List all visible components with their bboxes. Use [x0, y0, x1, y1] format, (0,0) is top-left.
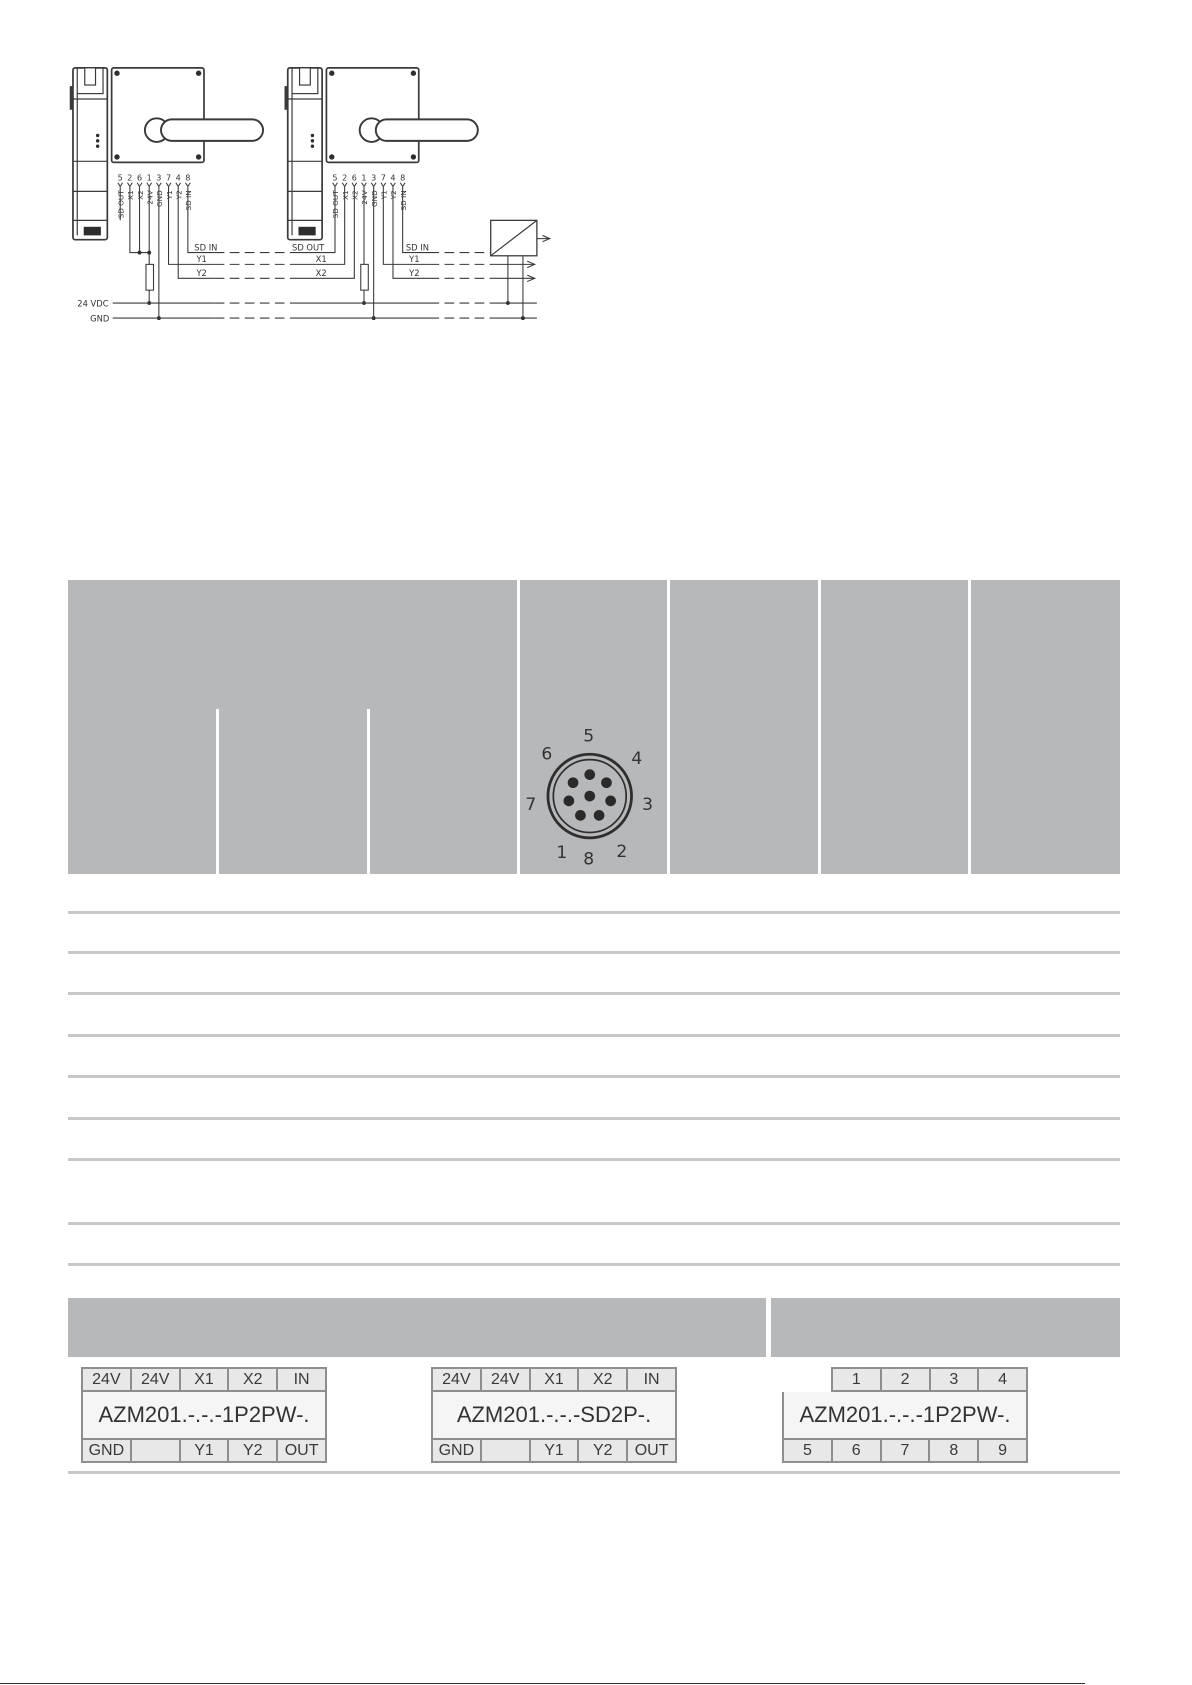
terminal-label: 24V	[482, 1369, 529, 1390]
terminal-label: 4	[979, 1369, 1026, 1390]
connector-contact	[568, 777, 579, 788]
terminal-label: Y2	[229, 1440, 276, 1461]
pin-signal-label: 24V	[145, 190, 155, 205]
model-designation: AZM201.-.-.-1P2PW-.	[81, 1392, 327, 1438]
connector-contact	[575, 810, 586, 821]
connector-contact	[601, 777, 612, 788]
terminal-block-3	[782, 1367, 1028, 1463]
terminal-label: X1	[531, 1369, 578, 1390]
wire-terminal-mark	[362, 183, 367, 187]
column-divider	[968, 580, 971, 874]
terminal-empty	[132, 1440, 179, 1461]
table-row	[68, 1037, 1120, 1078]
wire-terminal-mark	[352, 183, 357, 187]
wire-terminal-mark	[381, 183, 386, 187]
wiring-diagram	[59, 59, 553, 328]
table-row	[68, 1225, 1120, 1266]
table-row	[68, 1161, 1120, 1225]
connector-contact-center	[584, 791, 595, 802]
terminal-label: GND	[83, 1440, 130, 1461]
wire-terminal-mark	[371, 183, 376, 187]
connector-contacts	[564, 769, 617, 820]
pin-signal-label: Y2	[174, 190, 184, 200]
section-rule	[68, 1471, 1120, 1474]
table-row	[68, 1078, 1120, 1120]
table-row	[68, 1120, 1120, 1161]
table-row	[68, 874, 1120, 914]
pin-label-1: 1	[556, 843, 568, 864]
wire-label-sd-in: SD IN	[405, 242, 429, 253]
safety-switch-1	[70, 68, 108, 240]
wire-label-y2: Y2	[409, 268, 420, 279]
terminal-label: OUT	[278, 1440, 325, 1461]
subcolumn-divider	[216, 709, 219, 874]
wire-label-x2: X2	[315, 268, 327, 279]
wire-terminal-mark	[186, 183, 191, 187]
wire-terminal-mark	[128, 183, 133, 187]
terminal-header-left	[68, 1298, 766, 1357]
model-designation: AZM201.-.-.-1P2PW-.	[782, 1392, 1028, 1438]
terminal-label: 24V	[83, 1369, 130, 1390]
wire-label-sd-in: SD IN	[194, 242, 218, 253]
terminal-label: 8	[930, 1440, 977, 1461]
wire-terminal-mark	[400, 183, 405, 187]
pin-label-4: 4	[631, 748, 643, 769]
terminal-empty	[482, 1440, 529, 1461]
wire-terminal-mark	[166, 183, 171, 187]
terminal-bottom-row	[431, 1438, 677, 1463]
table-row	[68, 995, 1120, 1037]
table-row	[68, 954, 1120, 995]
connector-contact	[584, 769, 595, 780]
wire-terminal-mark	[333, 183, 338, 187]
connector-contact	[594, 810, 605, 821]
pin-number: 2	[127, 173, 133, 183]
wire-terminal-mark	[157, 183, 162, 187]
pin-signal-label: SD OUT	[331, 190, 341, 219]
terminal-label: OUT	[628, 1440, 675, 1461]
model-designation: AZM201.-.-.-SD2P-.	[431, 1392, 677, 1438]
pin-label-5: 5	[583, 726, 595, 747]
terminal-label: 24V	[433, 1369, 480, 1390]
bus-label-24vdc: 24 VDC	[77, 298, 109, 309]
pin-number: 2	[342, 173, 348, 183]
pin-label-8: 8	[583, 849, 595, 870]
terminal-label: 1	[833, 1369, 880, 1390]
pin-label-2: 2	[616, 842, 628, 863]
terminal-label: IN	[278, 1369, 325, 1390]
terminal-label: Y1	[181, 1440, 228, 1461]
pin-number: 7	[165, 173, 172, 183]
pin-number: 7	[380, 173, 386, 183]
pin-number: 8	[185, 173, 191, 183]
wire-terminal-mark	[137, 183, 142, 187]
terminal-label: GND	[433, 1440, 480, 1461]
pin-label-6: 6	[541, 744, 553, 765]
terminal-label: X2	[229, 1369, 276, 1390]
pin-signal-label: GND	[155, 190, 165, 208]
pin-signal-label: GND	[369, 190, 379, 208]
pin-signal-label: Y1	[379, 190, 389, 200]
actuator-plate-1	[112, 68, 263, 163]
terminal-bottom-row	[81, 1438, 327, 1463]
power-buses	[113, 303, 537, 318]
wire-label-x1: X1	[315, 254, 327, 265]
terminal-label: X1	[181, 1369, 228, 1390]
terminal-label: 5	[784, 1440, 831, 1461]
pin-signal-label: SD IN	[184, 190, 194, 211]
wire-terminal-mark	[118, 183, 123, 187]
pin-number: 1	[361, 173, 367, 183]
safety-switch-2	[285, 68, 323, 240]
terminal-label: 3	[931, 1369, 978, 1390]
terminal-label: Y2	[579, 1440, 626, 1461]
pin-signal-label: Y2	[389, 190, 399, 200]
terminal-top-row	[431, 1367, 677, 1392]
evaluation-unit	[491, 220, 550, 320]
terminal-block-2	[431, 1367, 677, 1463]
pin-number: 8	[400, 173, 406, 183]
pin-number: 1	[146, 173, 152, 183]
wire-terminal-mark	[147, 183, 152, 187]
pin-number: 4	[390, 173, 396, 183]
pin-number: 6	[136, 173, 143, 183]
pin-signal-label: Y1	[164, 190, 174, 200]
pin-number: 6	[351, 173, 357, 183]
wire-label-sd-out: SD OUT	[292, 242, 325, 253]
pin-signal-label: SD IN	[398, 190, 408, 211]
terminal-label: X2	[579, 1369, 626, 1390]
wire-terminal-mark	[342, 183, 347, 187]
actuator-plate-2	[326, 68, 477, 163]
pin-signal-label: SD OUT	[116, 190, 126, 219]
terminal-label: 2	[882, 1369, 929, 1390]
connector-pinout-icon	[520, 720, 667, 870]
terminal-label: 7	[882, 1440, 929, 1461]
pin-number: 3	[371, 173, 377, 183]
pin-signal-label: X2	[135, 190, 145, 200]
pin-number: 5	[332, 173, 338, 183]
pin-signal-label: X2	[350, 190, 360, 200]
pin-label-3: 3	[642, 795, 654, 815]
wire-terminal-mark	[176, 183, 181, 187]
wire-label-y1: Y1	[409, 254, 420, 265]
wire-label-y1: Y1	[196, 254, 207, 265]
pin-number: 5	[117, 173, 123, 183]
pin-number: 3	[156, 173, 162, 183]
pin-number: 4	[175, 173, 181, 183]
column-divider	[667, 580, 670, 874]
terminal-label: 24V	[132, 1369, 179, 1390]
wire-label-y2: Y2	[196, 268, 207, 279]
bus-label-gnd: GND	[90, 313, 110, 324]
terminal-label: IN	[628, 1369, 675, 1390]
wire-terminal-mark	[391, 183, 396, 187]
terminal-header-right	[771, 1298, 1120, 1357]
pin-signal-label: X1	[340, 190, 350, 200]
connector-contact	[605, 796, 616, 807]
table-row	[68, 914, 1120, 954]
terminal-bottom-row	[782, 1438, 1028, 1463]
terminal-top-row	[831, 1367, 1028, 1392]
pin-label-7: 7	[525, 795, 537, 815]
terminal-label: 6	[833, 1440, 880, 1461]
terminal-label: Y1	[531, 1440, 578, 1461]
column-divider	[818, 580, 821, 874]
connector-contact	[564, 796, 575, 807]
page-bottom-edge	[0, 1683, 1085, 1684]
pin-signal-label: X1	[126, 190, 136, 200]
terminal-label: 9	[979, 1440, 1026, 1461]
subcolumn-divider	[367, 709, 370, 874]
terminal-block-1	[81, 1367, 327, 1463]
pin-signal-label: 24V	[360, 190, 370, 205]
terminal-top-row	[81, 1367, 327, 1392]
